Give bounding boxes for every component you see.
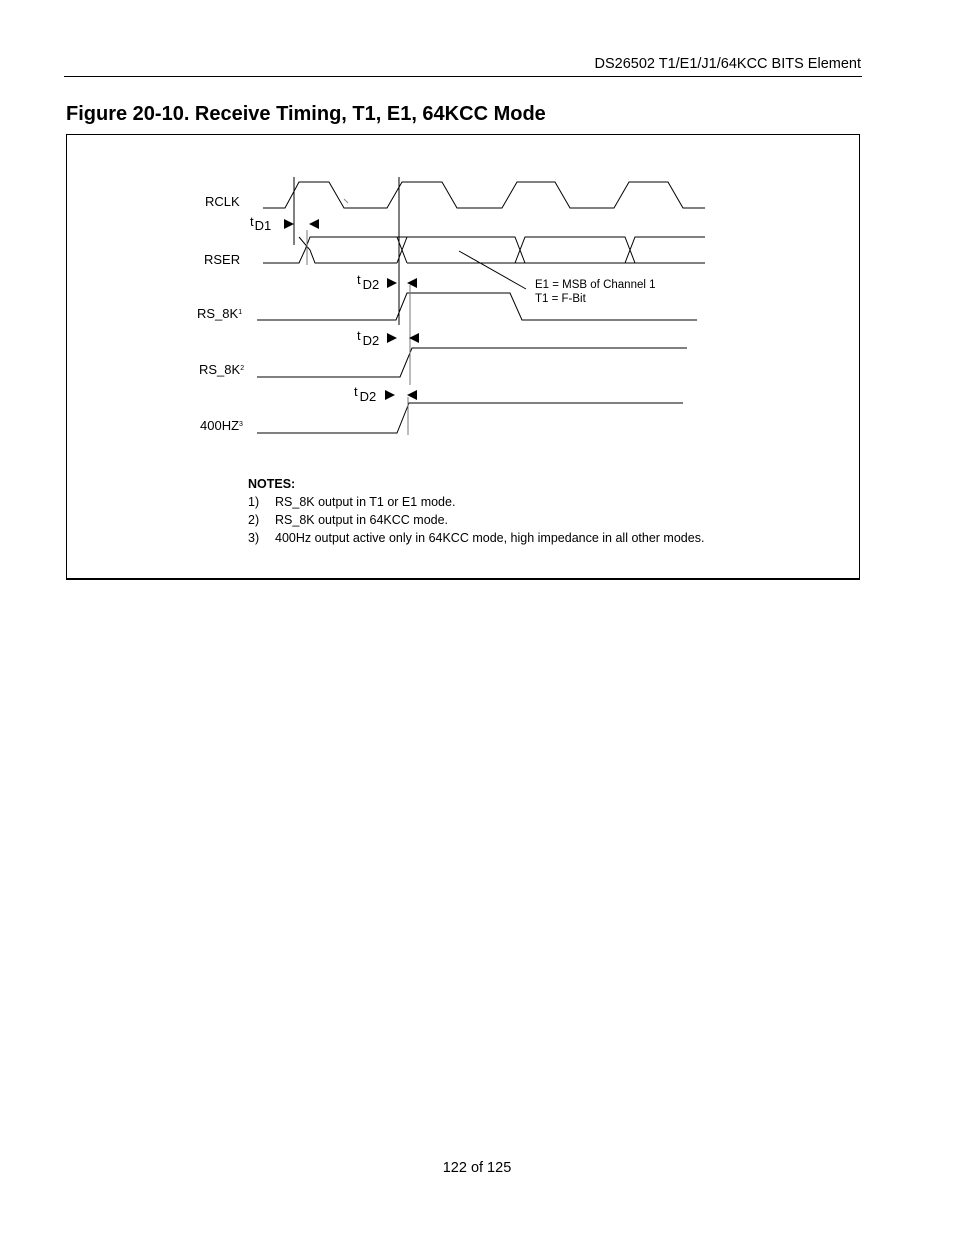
timing-label-td2-a: t D2 [357,272,380,292]
timing-label-td1: tD1 [250,214,272,233]
timing-label-td2-c: t D2 [354,384,377,404]
header-rule [64,76,862,77]
annotation-e1: E1 = MSB of Channel 1 [535,279,656,291]
note-item: 1) RS_8K output in T1 or E1 mode. [248,495,456,509]
rs8k2-waveform [257,348,687,377]
timing-diagram-frame [66,134,860,580]
signal-label-rs8k-2: $RS\_8K^2$ [199,362,245,377]
annotation-t1: T1 = F-Bit [535,293,586,305]
hz400-waveform [257,403,683,433]
page-number: 122 of 125 [442,1160,512,1176]
notes-title: NOTES: [248,477,296,491]
annotation-leader [459,251,526,289]
note-item: 3) 400Hz output active only in 64KCC mode, high impedance in all other modes. [248,531,705,545]
signal-label-rclk: RCLK [205,194,240,209]
signal-label-400hz: $400HZ^3$ [200,418,243,433]
signal-label-rser: RSER [204,252,241,267]
rser-waveform [263,237,705,263]
rclk-waveform [263,182,705,208]
rs8k1-waveform [257,293,697,320]
timing-label-td2-b: t D2 [357,328,380,348]
document-header-title: DS26502 T1/E1/J1/64KCC BITS Element [594,56,861,72]
signal-label-rs8k-1: $RS\_8K^1$ [197,306,243,321]
rclk-tick [344,199,348,203]
note-item: 2) RS_8K output in 64KCC mode. [248,513,449,527]
figure-title: Figure 20-10. Receive Timing, T1, E1, 64KCC Mode [66,103,546,125]
figure-notes [248,475,704,547]
